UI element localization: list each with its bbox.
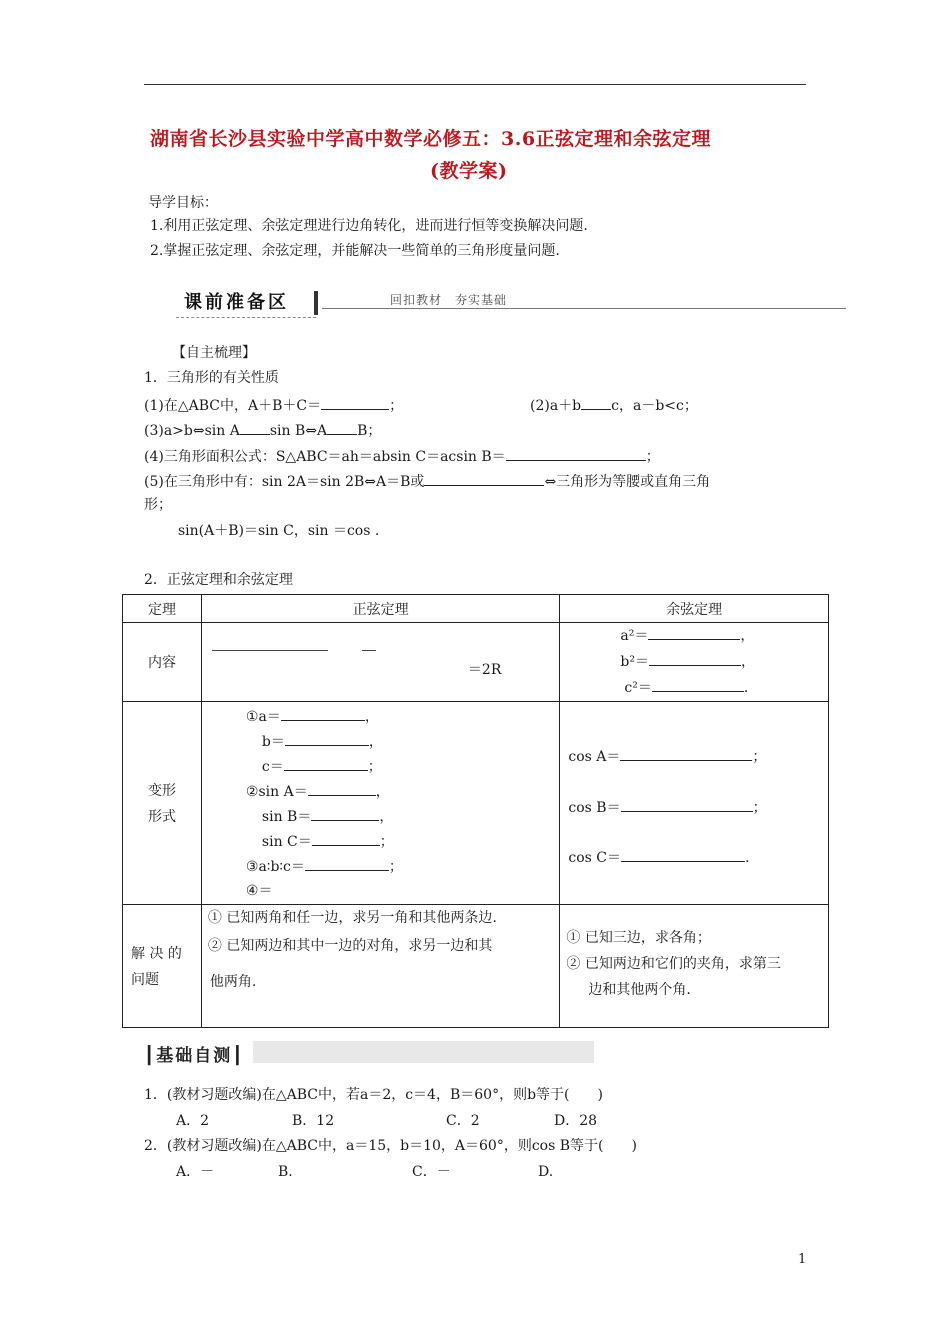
property-2 [530, 395, 698, 415]
blank [327, 420, 357, 435]
cosine-problem-1: ① 已知三边，求各角； [566, 930, 711, 946]
blank [362, 650, 376, 651]
row-label-forms-2: 形式 [147, 809, 176, 825]
sine-form-3 [262, 756, 382, 776]
question-1-option-d: D．28 [554, 1113, 598, 1129]
property-4-end: ； [645, 449, 660, 465]
row-label-problems-2: 问题 [131, 972, 159, 988]
row-label-forms-1: 变形 [147, 783, 176, 799]
cosine-formula-c [624, 677, 748, 697]
page-number: 1 [798, 1252, 807, 1267]
sine-form-7 [246, 856, 403, 876]
blank [649, 651, 741, 666]
goal-item-1: 1.利用正弦定理、余弦定理进行边角转化，进而进行恒等变换解决问题. [150, 218, 588, 234]
blank [308, 781, 376, 796]
banner-subtitle: 回扣教材 夯实基础 [390, 293, 508, 307]
sine-form-6 [262, 831, 394, 851]
table-header-sine: 正弦定理 [201, 595, 559, 623]
goals-heading: 导学目标： [148, 195, 218, 211]
review-heading: 【自主梳理】 [172, 345, 256, 361]
goal-item-2: 2.掌握正弦定理、余弦定理，并能解决一些简单的三角形度量问题. [150, 243, 560, 259]
question-1-option-a: A．2 [176, 1113, 210, 1129]
sine-form-5-text: sin B＝ [261, 809, 312, 825]
sine-form-5-end: ， [379, 809, 394, 825]
cosine-form-c [568, 847, 749, 867]
sine-content-text: ＝2R [467, 662, 502, 678]
cosine-form-c-text: cos C＝ [568, 850, 621, 866]
row-label-content: 内容 [123, 623, 202, 702]
blank [648, 625, 740, 640]
cosine-forms-cell [560, 702, 829, 905]
sine-form-1-end: ， [364, 709, 379, 725]
header-rule [144, 84, 806, 85]
property-3-text-a: (3)a>b⇔sin A [144, 423, 240, 439]
cosine-formula-b-text: b²＝ [620, 654, 649, 670]
cosine-formula-c-text: c²＝ [624, 680, 652, 696]
question-2-option-b: B. [278, 1164, 293, 1180]
cosine-formula-b [620, 651, 755, 671]
sine-form-4-text: ②sin A＝ [245, 784, 308, 800]
property-1-text: (1)在△ABC中，A＋B＋C＝ [144, 398, 322, 414]
cosine-form-b-text: cos B＝ [568, 800, 621, 816]
blank [312, 831, 380, 846]
blank [321, 395, 389, 410]
cosine-problem-2-cont: 边和其他两个角. [588, 982, 691, 998]
property-3-text-b: sin B⇔A [269, 423, 328, 439]
cosine-formula-b-end: ， [740, 654, 755, 670]
cosine-problems-cell [560, 905, 829, 1028]
row-label-problems-1: 解 决 的 [131, 946, 182, 962]
property-3-text-c: B； [357, 423, 382, 439]
cosine-problem-2: ② 已知两边和它们的夹角，求第三 [566, 956, 781, 972]
cosine-form-c-end: . [745, 850, 750, 866]
blank [621, 797, 753, 812]
review-section-2: 2．正弦定理和余弦定理 [144, 572, 293, 588]
sine-form-5 [262, 806, 393, 826]
blank [281, 706, 365, 721]
property-3 [144, 420, 381, 440]
banner-bar [314, 291, 318, 315]
sine-form-2-end: ， [368, 734, 383, 750]
row-label-problems [123, 905, 202, 1028]
banner-label: 课前准备区 [184, 292, 289, 313]
cosine-form-a [568, 746, 766, 766]
cosine-formula-a-end: ， [740, 628, 755, 644]
banner-rule [322, 308, 846, 309]
sine-form-4 [246, 781, 390, 801]
question-2-option-d: D. [538, 1164, 554, 1180]
row-label-forms [123, 702, 202, 905]
blank [284, 756, 368, 771]
sine-problem-2-cont: 他两角. [209, 974, 257, 990]
document-title: 湖南省长沙县实验中学高中数学必修五：3.6正弦定理和余弦定理 [150, 128, 712, 150]
document-subtitle: (教学案) [430, 160, 508, 182]
banner-underline [176, 317, 316, 319]
cosine-formula-c-end: . [743, 680, 749, 696]
blank [305, 856, 389, 871]
blank [240, 420, 270, 435]
sine-form-6-end: ； [379, 834, 394, 850]
property-1-end: ； [389, 398, 404, 414]
cosine-formula-a [620, 625, 754, 645]
table-header-cosine: 余弦定理 [560, 595, 829, 623]
sine-form-3-text: c＝ [261, 759, 284, 775]
property-5-text-b: ⇔三角形为等腰或直角三角 [544, 474, 711, 490]
question-2-stem: 2．(教材习题改编)在△ABC中，a＝15，b＝10，A＝60°，则cos B等于( ) [144, 1138, 637, 1154]
sine-form-2-text: b＝ [261, 734, 285, 750]
sine-form-1 [246, 706, 379, 726]
sine-form-7-text: ③a∶b∶c＝ [245, 859, 305, 875]
property-5-cont: 形； [144, 497, 172, 513]
sine-form-4-end: ， [375, 784, 390, 800]
blank [424, 471, 544, 486]
sine-form-6-text: sin C＝ [261, 834, 312, 850]
sine-forms-cell [201, 702, 559, 905]
sine-problems-cell [201, 905, 559, 1028]
property-2-end: c，a－b<c； [611, 398, 698, 414]
sine-form-1-text: ①a＝ [245, 709, 281, 725]
question-1-stem: 1．(教材习题改编)在△ABC中，若a＝2，c＝4，B＝60°，则b等于( ) [144, 1087, 603, 1103]
sine-problem-1: ① 已知两角和任一边，求另一角和其他两条边. [207, 910, 497, 926]
property-1 [144, 395, 403, 415]
sine-form-3-end: ； [367, 759, 382, 775]
blank [506, 446, 646, 461]
blank [285, 731, 369, 746]
banner2-label-text: 基础自测 [156, 1046, 233, 1066]
theorem-table [122, 594, 829, 1028]
property-5-text-a: (5)在三角形中有：sin 2A＝sin 2B⇔A＝B或 [144, 474, 425, 490]
cosine-form-a-end: ； [752, 749, 767, 765]
blank [652, 677, 744, 692]
sine-form-8: ④＝ [245, 883, 273, 899]
property-4-text: (4)三角形面积公式：S△ABC＝ah＝absin C＝acsin B＝ [144, 449, 506, 465]
section-banner-selftest [144, 1041, 594, 1066]
blank [212, 650, 328, 651]
banner2-label: ┃基础自测┃ [144, 1041, 253, 1066]
question-2-option-a: A．－ [176, 1164, 215, 1180]
cosine-form-a-text: cos A＝ [568, 749, 621, 765]
cosine-formula-a-text: a²＝ [620, 628, 649, 644]
sine-form-7-end: ； [388, 859, 403, 875]
blank [311, 806, 379, 821]
question-1-option-c: C．2 [446, 1113, 480, 1129]
question-1-option-b: B．12 [292, 1113, 335, 1129]
question-2-option-c: C．－ [412, 1164, 451, 1180]
section-banner-prep [176, 288, 846, 318]
blank [581, 395, 611, 410]
sine-form-2 [262, 731, 383, 751]
property-5 [144, 471, 710, 491]
review-section-1: 1．三角形的有关性质 [144, 370, 279, 386]
sine-content-cell [201, 623, 559, 702]
property-2-text: (2)a＋b [530, 398, 582, 414]
cosine-content-cell [560, 623, 829, 702]
sine-problem-2: ② 已知两边和其中一边的对角，求另一边和其 [207, 938, 493, 954]
property-6: sin(A＋B)＝sin C，sin ＝cos . [178, 523, 380, 539]
cosine-form-b [568, 797, 766, 817]
table-header-theorem: 定理 [123, 595, 202, 623]
blank [620, 746, 752, 761]
blank [621, 847, 745, 862]
property-4 [144, 446, 660, 466]
cosine-form-b-end: ； [752, 800, 767, 816]
